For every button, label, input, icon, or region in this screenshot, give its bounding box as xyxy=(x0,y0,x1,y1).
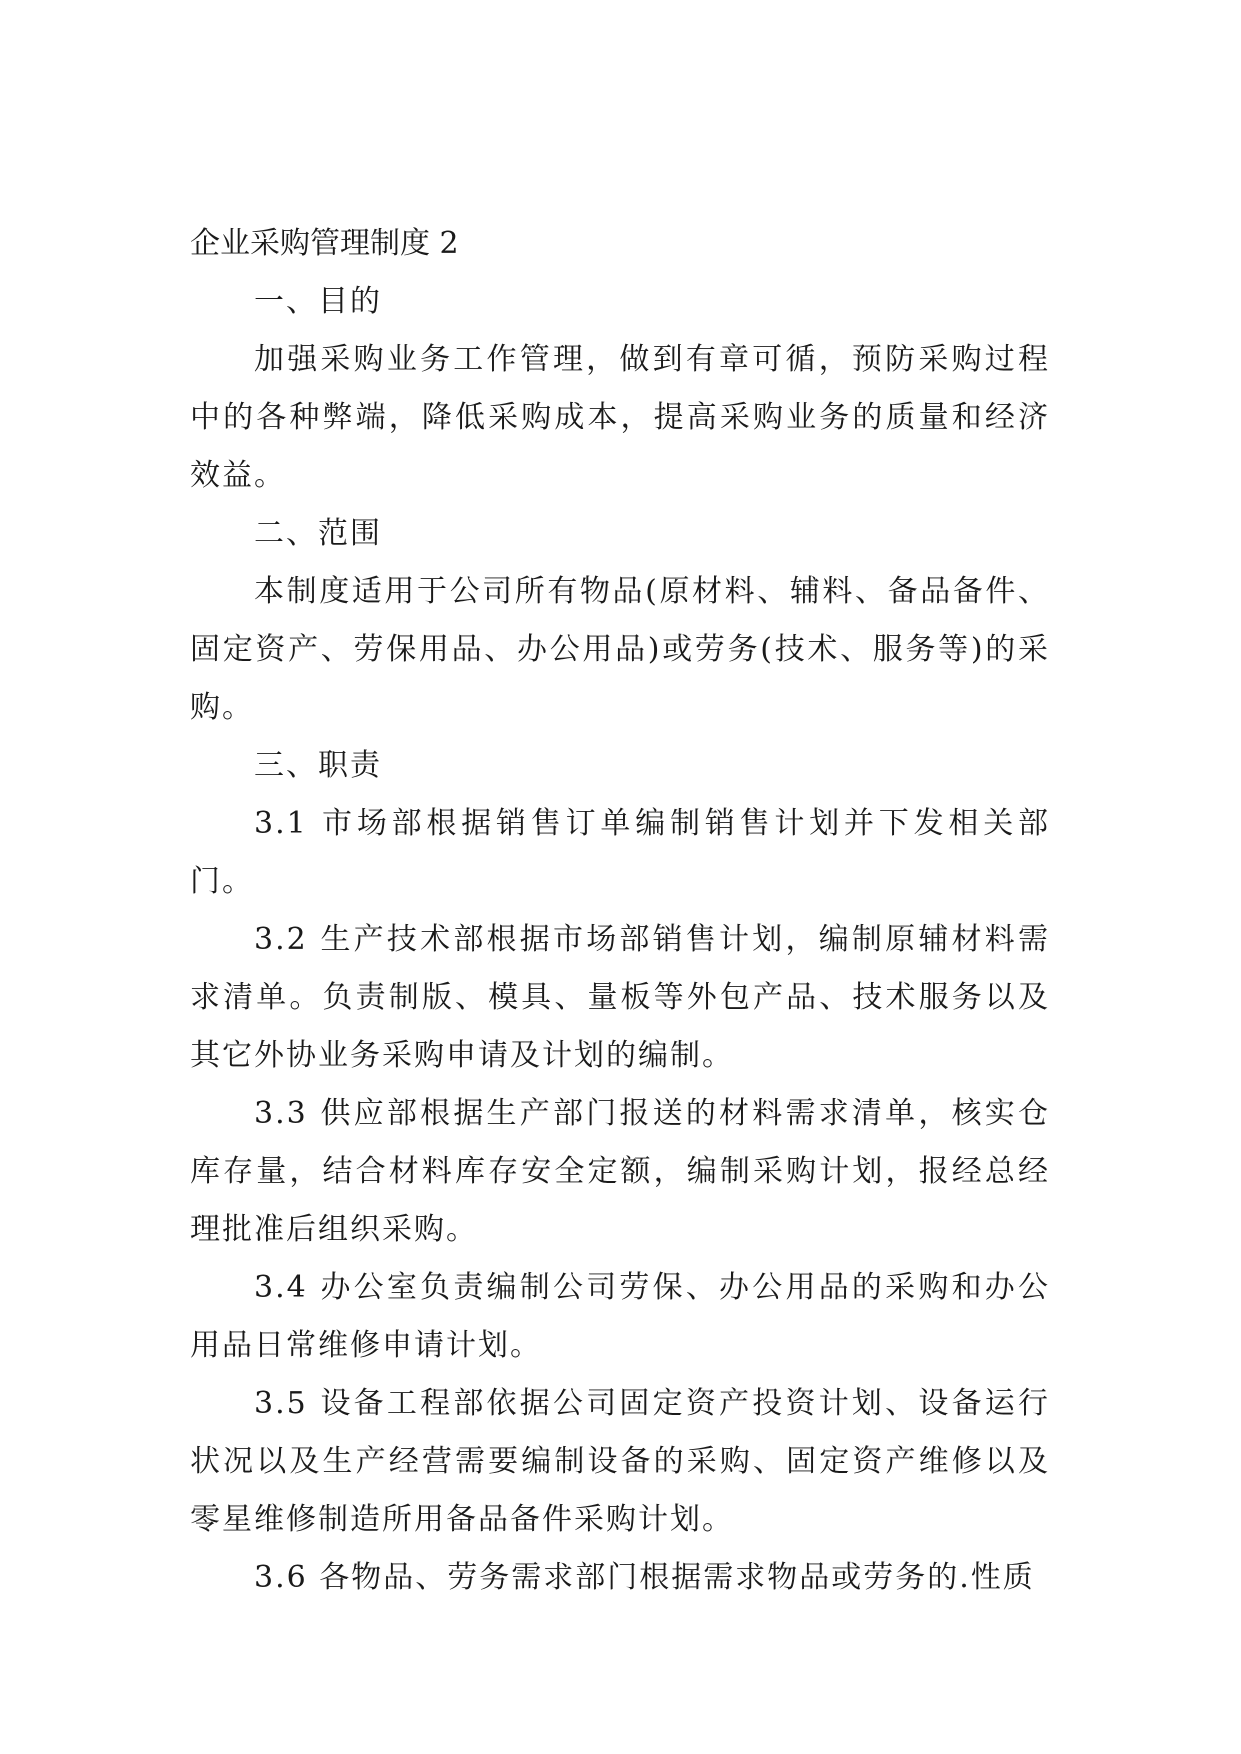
section-heading-purpose: 一、目的 xyxy=(254,284,382,319)
section-heading-responsibilities: 三、职责 xyxy=(254,748,382,783)
paragraph-3-3: 3.3 供应部根据生产部门报送的材料需求清单，核实仓库存量，结合材料库存安全定额，编制采购计划，报经总经理批准后组织采购。 xyxy=(190,1096,1050,1247)
paragraph-scope: 本制度适用于公司所有物品(原材料、辅料、备品备件、固定资产、劳保用品、办公用品)或劳务(技术、服务等)的采购。 xyxy=(190,574,1050,725)
section-heading-scope: 二、范围 xyxy=(254,516,382,551)
paragraph-3-2: 3.2 生产技术部根据市场部销售计划，编制原辅材料需求清单。负责制版、模具、量板等外包产品、技术服务以及其它外协业务采购申请及计划的编制。 xyxy=(190,922,1050,1073)
paragraph-3-6: 3.6 各物品、劳务需求部门根据需求物品或劳务的.性质 xyxy=(254,1560,1035,1595)
paragraph-3-4: 3.4 办公室负责编制公司劳保、办公用品的采购和办公用品日常维修申请计划。 xyxy=(190,1270,1050,1363)
paragraph-purpose: 加强采购业务工作管理，做到有章可循，预防采购过程中的各种弊端，降低采购成本，提高采购业务的质量和经济效益。 xyxy=(190,342,1050,493)
paragraph-3-5: 3.5 设备工程部依据公司固定资产投资计划、设备运行状况以及生产经营需要编制设备的采购、固定资产维修以及零星维修制造所用备品备件采购计划。 xyxy=(190,1386,1050,1537)
paragraph-3-1: 3.1 市场部根据销售订单编制销售计划并下发相关部门。 xyxy=(190,806,1050,899)
document-title: 企业采购管理制度 2 xyxy=(190,226,459,261)
document-body xyxy=(190,215,1050,1607)
